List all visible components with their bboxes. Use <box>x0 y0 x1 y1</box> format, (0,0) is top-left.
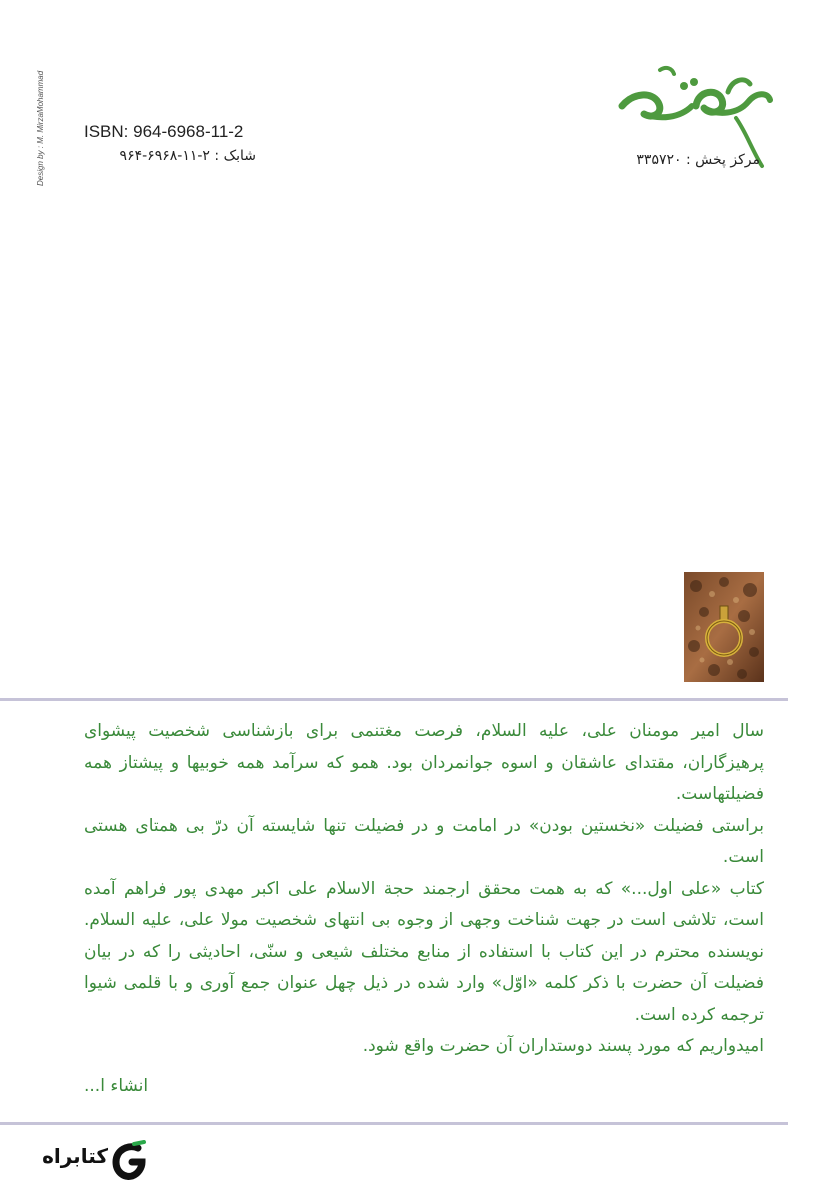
shabak-label: شابک : ۲-۱۱-۶۹۶۸-۹۶۴ <box>119 148 256 164</box>
ketabrah-brand[interactable] <box>24 1138 134 1182</box>
closing-phrase: انشاء ا... <box>84 1076 149 1096</box>
distribution-center: مرکز پخش : ۳۳۵۷۲۰ <box>636 152 760 168</box>
top-divider <box>0 698 788 701</box>
description-paragraph-4: امیدواریم که مورد پسند دوستداران آن حضرت واقع شود. <box>362 1036 764 1056</box>
door-knocker-image <box>684 572 764 682</box>
description-paragraph-2: براستی فضیلت «نخستین بودن» در امامت و در فضیلت تنها شایسته آن درّ بی همتای هستی است. <box>84 815 764 867</box>
bottom-divider <box>0 1122 788 1125</box>
description-text <box>84 716 764 1063</box>
designer-credit: Design by : M. MirzaMohammad <box>36 70 45 186</box>
description-paragraph-1: سال امیر مومنان علی، علیه السلام، فرصت مغتنمی برای بازشناسی شخصیت پیشوای پرهیزگاران، مقتدای عاشقان و اسوه جوانمردان بود. همو که سرآمد همه خوبیها و پیشتاز همه فضیلتهاست. <box>84 721 764 804</box>
description-paragraph-3: کتاب «علی اول...» که به همت محقق ارجمند حجة الاسلام علی اکبر مهدی پور فراهم آمده است، تلاشی است در جهت شناخت وجهی از وجوه بی انتهای شخصیت مولا علی، علیه السلام. نویسنده محترم در این کتاب با استفاده از منابع مختلف شیعی و سنّی، احادیثی را که در بیان فضیلت آن حضرت با ذکر کلمه «اوّل» وارد شده در ذیل چهل عنوان جمع آوری و با قلمی شیوا ترجمه کرده است. <box>84 878 764 1025</box>
isbn-label: ISBN: 964-6968-11-2 <box>84 122 244 141</box>
ketabrah-logo-icon <box>108 1140 148 1180</box>
brand-name: کتابراه <box>42 1144 108 1168</box>
